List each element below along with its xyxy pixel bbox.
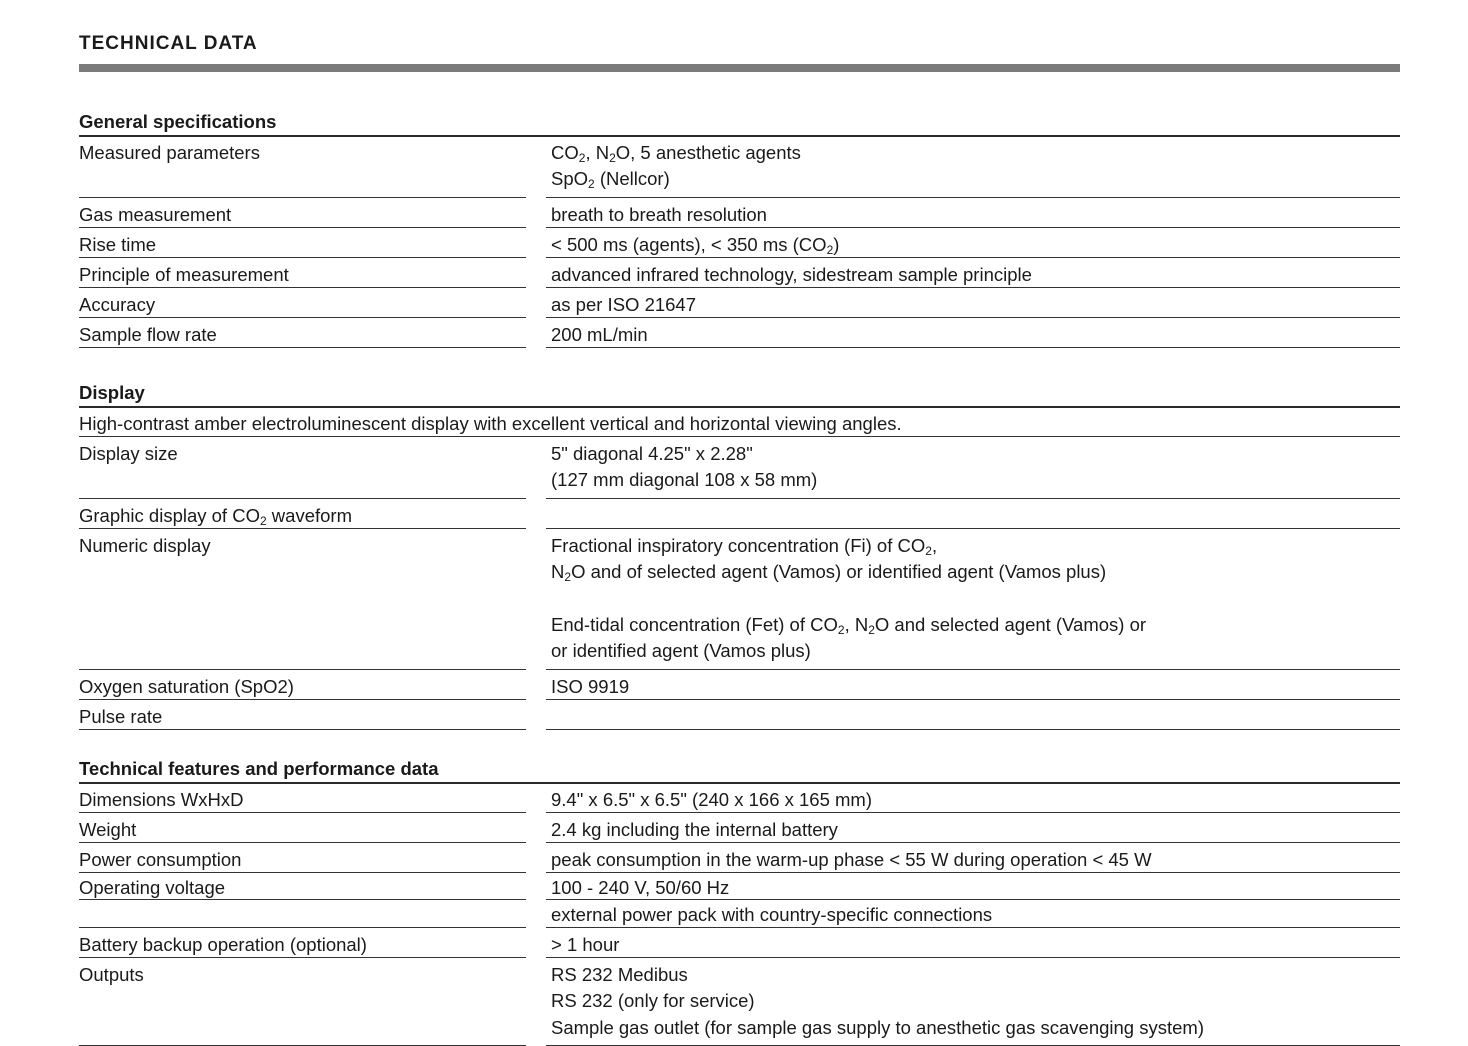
spec-value-line: SpO$_2$ (Nellcor) [551, 168, 670, 192]
table-row [0, 259, 1468, 288]
spec-value [546, 259, 1400, 288]
spec-label: Battery backup operation (optional) [79, 929, 526, 958]
page-title: TECHNICAL DATA [79, 33, 258, 54]
spec-value-line: or identified agent (Vamos plus) [551, 640, 811, 662]
table-row [0, 901, 1468, 928]
spec-label: Measured parameters [79, 137, 526, 198]
table-row [0, 500, 1468, 529]
spec-label: Outputs [79, 959, 526, 1046]
spec-label: Oxygen saturation (SpO2) [79, 671, 526, 700]
spec-label: Power consumption [79, 844, 526, 873]
spec-label: Dimensions WxHxD [79, 784, 526, 813]
table-row [0, 784, 1468, 813]
spec-value-line: peak consumption in the warm-up phase < 55 W during operation < 45 W [551, 849, 1152, 870]
section-title: General specifications [79, 111, 277, 132]
spec-value [546, 319, 1400, 348]
spec-label: Sample flow rate [79, 319, 526, 348]
spec-value [546, 530, 1400, 670]
spec-value-line [551, 586, 1400, 612]
spec-value-line: $CO_2$, $N_2O$, 5 anesthetic agents [551, 142, 801, 165]
table-row [0, 137, 1468, 198]
spec-label: Accuracy [79, 289, 526, 318]
table-row [0, 814, 1468, 843]
section-title: Technical features and performance data [79, 758, 439, 779]
table-row [0, 199, 1468, 228]
table-row [0, 929, 1468, 958]
spec-value-line: as per ISO 21647 [551, 294, 697, 315]
spec-value-line: > 1 hour [551, 934, 620, 955]
spec-value-line: RS 232 Medibus [551, 964, 688, 985]
spec-value [546, 784, 1400, 813]
spec-value [546, 229, 1400, 258]
spec-value [546, 901, 1400, 928]
spec-value-line [551, 704, 1400, 730]
table-row [0, 874, 1468, 900]
spec-value [546, 929, 1400, 958]
spec-value-line: RS 232 (only for service) [551, 990, 755, 1012]
spec-value [546, 438, 1400, 499]
table-row [0, 229, 1468, 258]
title-divider-bar [79, 64, 1400, 72]
table-row [0, 438, 1468, 499]
table-row [0, 289, 1468, 318]
table-row [0, 701, 1468, 730]
spec-value-line: Sample gas outlet (for sample gas supply to anesthetic gas scavenging system) [551, 1016, 1204, 1038]
spec-value-line [551, 503, 1400, 529]
spec-value [546, 844, 1400, 873]
spec-value [546, 874, 1400, 900]
spec-value-line: breath to breath resolution [551, 204, 767, 225]
section-intro-text: High-contrast amber electroluminescent display with excellent vertical and horizontal viewing angles. [79, 408, 1400, 437]
spec-label [79, 901, 526, 928]
spec-value [546, 671, 1400, 700]
table-row [0, 530, 1468, 670]
spec-value [546, 289, 1400, 318]
spec-value [546, 959, 1400, 1046]
table-row [0, 319, 1468, 348]
spec-value-line: 200 mL/min [551, 324, 648, 345]
spec-value-line: $N_2O$ and of selected agent (Vamos) or identified agent (Vamos plus) [551, 561, 1107, 585]
spec-value-line: 9.4" x 6.5" x 6.5" (240 x 166 x 165 mm) [551, 789, 872, 810]
spec-label: Gas measurement [79, 199, 526, 228]
spec-value-line: 5" diagonal 4.25" x 2.28" [551, 443, 753, 464]
spec-value [546, 137, 1400, 198]
spec-label: Operating voltage [79, 874, 526, 900]
spec-value [546, 701, 1400, 730]
spec-label: Principle of measurement [79, 259, 526, 288]
spec-value-line: < 500 ms (agents), < 350 ms $(CO_2)$ [551, 234, 840, 257]
spec-value-line: advanced infrared technology, sidestream sample principle [551, 264, 1032, 285]
spec-label: Rise time [79, 229, 526, 258]
spec-value-line: (127 mm diagonal 108 x 58 mm) [551, 469, 818, 491]
section-intro-row [0, 408, 1468, 437]
section-title: Display [79, 382, 145, 403]
spec-label: Numeric display [79, 530, 526, 670]
spec-value [546, 814, 1400, 843]
spec-value [546, 199, 1400, 228]
spec-value-line: End-tidal concentration (Fet) of $CO_2$, $N_2O$ and selected agent (Vamos) or [551, 613, 1147, 637]
spec-value-line: ISO 9919 [551, 676, 630, 697]
table-row [0, 844, 1468, 873]
spec-label: Pulse rate [79, 701, 526, 730]
spec-value-line: 100 - 240 V, 50/60 Hz [551, 877, 730, 898]
spec-value [546, 500, 1400, 529]
spec-label: Graphic display of $CO_2$ waveform [79, 500, 526, 529]
spec-value-line: 2.4 kg including the internal battery [551, 819, 838, 840]
spec-label: Weight [79, 814, 526, 843]
table-row [0, 671, 1468, 700]
spec-value-line: Fractional inspiratory concentration (Fi) of $CO_2$, [551, 535, 938, 558]
spec-label: Display size [79, 438, 526, 499]
table-row [0, 959, 1468, 1046]
spec-value-line: external power pack with country-specific connections [551, 904, 993, 925]
